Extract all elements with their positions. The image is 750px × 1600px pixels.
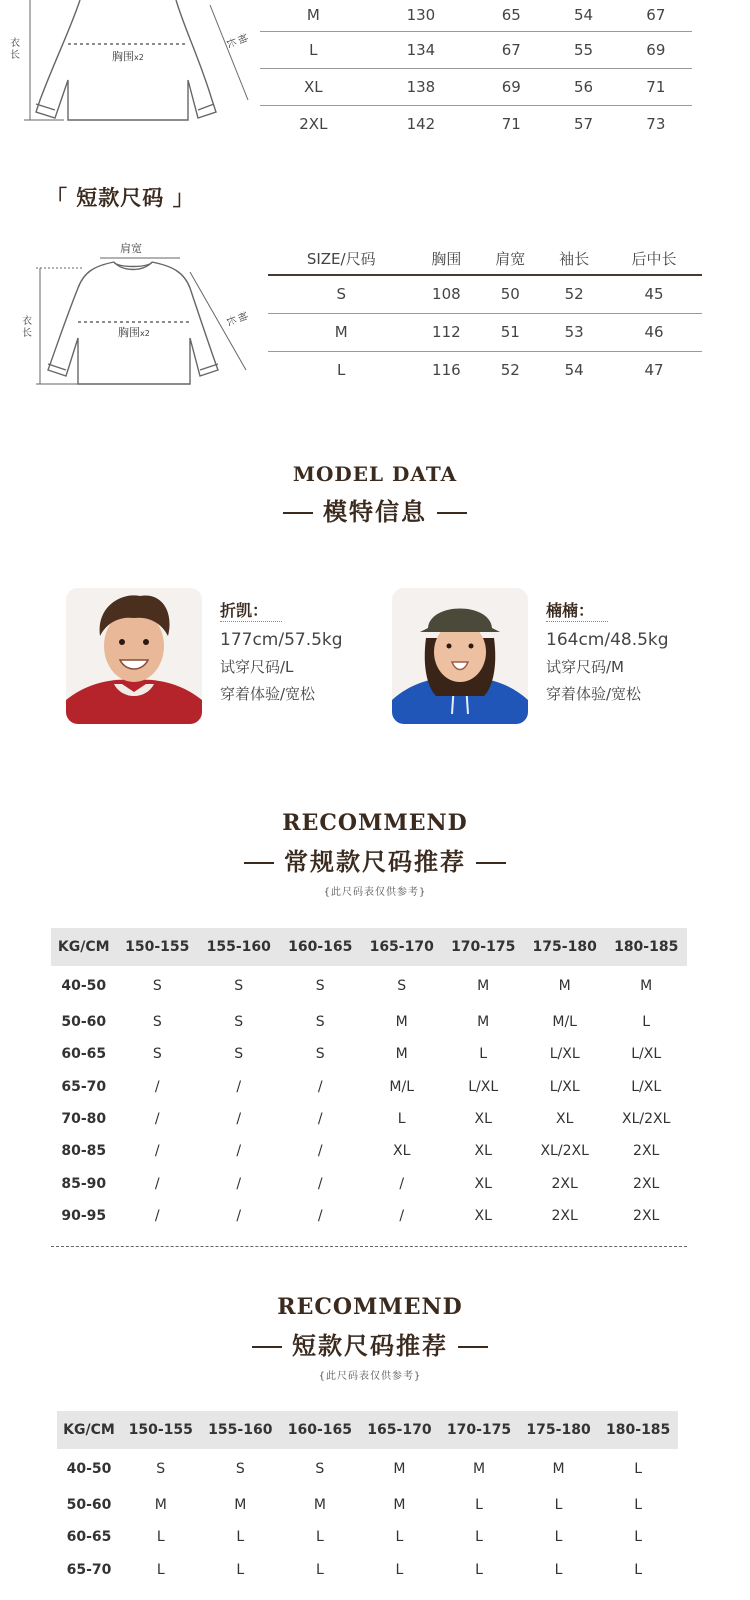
table-row (51, 1006, 687, 1038)
table-row (57, 1554, 678, 1586)
table-cell: L/XL (549, 1078, 580, 1095)
table-cell: L/XL (468, 1078, 499, 1095)
dashed-separator (51, 1246, 687, 1247)
table-cell: / (399, 1175, 405, 1192)
table-cell: 2XL (633, 1207, 660, 1224)
table-cell: M (472, 1461, 486, 1477)
row-label: 85-90 (61, 1175, 107, 1192)
table-cell: / (317, 1175, 323, 1192)
table-cell: L (395, 1561, 404, 1578)
table-cell: L (309, 40, 318, 59)
chest-mult-label: x2 (140, 329, 150, 338)
name-underline (220, 621, 282, 622)
table-cell: L (634, 1529, 643, 1546)
table-cell: L (156, 1561, 165, 1578)
table-cell: S (156, 1461, 166, 1477)
table-cell: / (399, 1207, 405, 1224)
table-cell: L (642, 1014, 651, 1031)
table-cell: M (395, 1014, 408, 1031)
table-cell: 2XL (633, 1143, 660, 1160)
recommend-short-en-title: RECOMMEND (277, 1294, 463, 1320)
table-cell: 65 (501, 6, 521, 25)
chest-label: 胸围 (118, 326, 140, 339)
table-cell: L/XL (631, 1078, 662, 1095)
table-cell: 67 (501, 40, 521, 59)
row-label: 70-80 (61, 1111, 107, 1128)
table-cell: 50 (500, 285, 520, 304)
length-label: 衣长 (10, 38, 20, 61)
dash-deco-right (458, 1346, 488, 1348)
name-underline (546, 621, 608, 622)
table-row (51, 1167, 687, 1199)
column-header: 肩宽 (495, 250, 526, 268)
table-cell: XL (474, 1111, 492, 1128)
table-cell: 108 (432, 285, 461, 304)
row-label: 40-50 (66, 1461, 112, 1477)
table-cell: S (315, 978, 325, 994)
model-size: 试穿尺码/L (220, 658, 294, 676)
table-cell: 47 (644, 361, 664, 380)
table-cell: S (234, 978, 244, 994)
table-cell: / (154, 1143, 160, 1160)
column-header: KG/CM (51, 928, 117, 966)
long-sweater-diagram (0, 0, 255, 135)
sweater-outline-icon (0, 0, 255, 135)
row-label: 60-65 (66, 1529, 112, 1546)
model-size: 试穿尺码/M (546, 658, 624, 676)
column-header: 155-160 (201, 1411, 281, 1449)
table-cell: / (236, 1078, 242, 1095)
table-cell: 54 (564, 361, 584, 380)
table-cell: 2XL (299, 114, 328, 133)
table-cell: M (395, 1046, 408, 1063)
table-cell: 2XL (551, 1207, 578, 1224)
table-row (268, 351, 702, 389)
table-cell: 52 (564, 285, 584, 304)
model-body: 164cm/48.5kg (546, 630, 669, 650)
table-cell: XL (474, 1143, 492, 1160)
table-cell: 45 (644, 285, 664, 304)
table-cell: L/XL (549, 1046, 580, 1063)
table-cell: / (154, 1207, 160, 1224)
table-cell: L (395, 1529, 404, 1546)
table-cell: L/XL (631, 1046, 662, 1063)
dash-deco-left (252, 1346, 282, 1348)
table-cell: 69 (501, 77, 521, 96)
column-header: SIZE/尺码 (306, 250, 376, 268)
row-label: 50-60 (66, 1497, 112, 1514)
short-size-table (268, 243, 702, 389)
dash-deco-right (437, 512, 467, 514)
table-cell: 2XL (633, 1175, 660, 1192)
table-cell: / (317, 1143, 323, 1160)
recommend-short-cn-title: 短款尺码推荐 (292, 1332, 448, 1360)
sleeve-label: 袖长 (223, 310, 249, 328)
table-cell: L (479, 1046, 488, 1063)
table-cell: M (234, 1497, 247, 1514)
column-header: 165-170 (361, 928, 442, 966)
table-cell: / (317, 1078, 323, 1095)
table-cell: L (315, 1561, 324, 1578)
table-cell: / (154, 1078, 160, 1095)
table-cell: L (634, 1461, 643, 1477)
table-cell: 134 (406, 40, 436, 59)
model-body: 177cm/57.5kg (220, 630, 343, 650)
table-cell: / (236, 1143, 242, 1160)
table-row (260, 0, 692, 31)
chest-label: 胸围 (112, 50, 134, 63)
table-row (268, 313, 702, 351)
recommend-regular-table (51, 928, 687, 1232)
table-row (57, 1449, 678, 1489)
table-cell: M (154, 1497, 167, 1514)
column-header: 175-180 (524, 928, 605, 966)
table-cell: 112 (432, 323, 461, 341)
table-cell: 142 (406, 114, 436, 133)
table-row (51, 1200, 687, 1232)
table-cell: L (337, 361, 346, 380)
table-cell: 56 (574, 77, 594, 96)
table-cell: S (152, 978, 162, 994)
column-header: 后中长 (631, 250, 677, 268)
column-header: 165-170 (360, 1411, 440, 1449)
length-label: 衣长 (22, 316, 32, 339)
chest-mult-label: x2 (134, 53, 144, 62)
table-cell: L (634, 1497, 643, 1514)
column-header: 胸围 (431, 250, 462, 268)
model-fit: 穿着体验/宽松 (546, 685, 642, 703)
table-cell: L (554, 1561, 563, 1578)
table-cell: M (640, 978, 653, 994)
table-cell: L (634, 1561, 643, 1578)
column-header: 180-185 (605, 928, 687, 966)
recommend-short-table (57, 1411, 678, 1586)
recommend-regular-en-title: RECOMMEND (282, 810, 468, 836)
model-photo-male (66, 588, 202, 724)
column-header: 160-165 (279, 928, 360, 966)
table-cell: XL (304, 77, 323, 96)
short-sweater-diagram (14, 238, 254, 398)
table-cell: / (236, 1207, 242, 1224)
table-cell: M (477, 1014, 490, 1031)
table-cell: 116 (432, 361, 461, 380)
table-cell: XL/2XL (622, 1111, 671, 1128)
table-cell: S (234, 1014, 244, 1031)
row-label: 40-50 (61, 978, 107, 994)
table-cell: M (313, 1497, 326, 1514)
recommend-regular-cn-title: 常规款尺码推荐 (284, 848, 466, 876)
dash-deco-left (283, 512, 313, 514)
table-row (51, 1071, 687, 1103)
table-row (51, 1135, 687, 1167)
model-name: 折凯： (220, 601, 269, 620)
table-row (260, 31, 692, 68)
table-cell: M (552, 1461, 565, 1477)
table-cell: / (317, 1207, 323, 1224)
table-cell: 71 (646, 77, 666, 96)
table-cell: M (477, 978, 490, 994)
table-row (57, 1489, 678, 1521)
table-cell: M/L (389, 1078, 415, 1095)
column-header: 180-185 (598, 1411, 678, 1449)
table-cell: 69 (646, 40, 666, 59)
table-cell: 46 (644, 323, 664, 341)
row-label: 65-70 (61, 1078, 107, 1095)
table-cell: 138 (406, 77, 436, 96)
column-header: 170-175 (439, 1411, 519, 1449)
table-cell: 55 (574, 40, 594, 59)
column-header: 150-155 (121, 1411, 201, 1449)
table-row (260, 105, 692, 142)
table-cell: L (156, 1529, 165, 1546)
model-info-female (546, 598, 669, 704)
dash-deco-right (476, 862, 506, 864)
table-row (51, 966, 687, 1006)
table-cell: M/L (552, 1014, 577, 1031)
column-header: 150-155 (117, 928, 198, 966)
short-size-title: 「 短款尺码 」 (46, 186, 195, 210)
table-cell: XL (474, 1175, 492, 1192)
table-cell: L (397, 1111, 406, 1128)
model-info-male (220, 598, 343, 704)
table-cell: 53 (564, 323, 584, 341)
table-cell: 71 (501, 114, 521, 133)
table-cell: 2XL (551, 1175, 578, 1192)
table-cell: / (154, 1175, 160, 1192)
table-cell: M (334, 323, 348, 341)
table-cell: S (234, 1046, 244, 1063)
column-header: 170-175 (442, 928, 523, 966)
table-cell: L (554, 1529, 563, 1546)
column-header: 袖长 (559, 250, 590, 268)
table-cell: L (475, 1561, 483, 1578)
table-cell: L (554, 1497, 563, 1514)
row-label: 60-65 (61, 1046, 107, 1063)
table-cell: M (306, 6, 320, 25)
column-header: KG/CM (57, 1411, 121, 1449)
table-cell: S (152, 1014, 162, 1031)
table-cell: 130 (406, 6, 436, 25)
table-cell: S (315, 1461, 325, 1477)
table-cell: / (154, 1111, 160, 1128)
table-cell: S (315, 1014, 325, 1031)
table-cell: L (236, 1561, 245, 1578)
table-cell: / (236, 1111, 242, 1128)
column-header: 160-165 (280, 1411, 360, 1449)
table-cell: M (393, 1461, 406, 1477)
table-cell: S (235, 1461, 245, 1477)
table-cell: M (558, 978, 571, 994)
table-cell: 54 (574, 6, 594, 25)
sweater-outline-icon (14, 238, 254, 398)
table-cell: 57 (574, 114, 594, 133)
table-cell: S (152, 1046, 162, 1063)
row-label: 90-95 (61, 1207, 107, 1224)
table-cell: 51 (500, 323, 520, 341)
table-cell: S (315, 1046, 325, 1063)
model-data-cn-title: 模特信息 (323, 498, 427, 526)
table-row (260, 68, 692, 105)
model-data-en-title: MODEL DATA (292, 462, 458, 486)
table-cell: L (315, 1529, 324, 1546)
table-cell: S (397, 978, 407, 994)
long-size-table (260, 0, 692, 142)
table-cell: 73 (646, 114, 666, 133)
recommend-regular-note: {此尺码表仅供参考} (323, 887, 427, 898)
table-cell: M (393, 1497, 406, 1514)
table-row (268, 275, 702, 313)
column-header: 155-160 (198, 928, 279, 966)
table-cell: L (475, 1497, 483, 1514)
model-name: 楠楠： (546, 601, 595, 620)
table-cell: L (475, 1529, 483, 1546)
table-cell: XL (393, 1143, 411, 1160)
row-label: 50-60 (61, 1014, 107, 1031)
table-cell: XL (474, 1207, 492, 1224)
row-label: 80-85 (61, 1143, 107, 1160)
row-label: 65-70 (66, 1561, 112, 1578)
column-header: 175-180 (519, 1411, 599, 1449)
table-row (57, 1521, 678, 1553)
model-photo-female (392, 588, 528, 724)
dash-deco-left (244, 862, 274, 864)
table-cell: / (236, 1175, 242, 1192)
sleeve-label: 袖长 (223, 32, 249, 50)
table-cell: S (336, 285, 346, 304)
table-row (51, 1103, 687, 1135)
table-cell: XL (555, 1111, 574, 1128)
table-cell: / (317, 1111, 323, 1128)
recommend-short-note: {此尺码表仅供参考} (318, 1371, 422, 1382)
shoulder-label: 肩宽 (120, 242, 142, 255)
table-cell: L (236, 1529, 245, 1546)
table-row (51, 1038, 687, 1070)
table-cell: 52 (500, 361, 520, 380)
table-cell: 67 (646, 6, 666, 25)
model-fit: 穿着体验/宽松 (220, 685, 316, 703)
table-cell: XL/2XL (540, 1143, 589, 1160)
